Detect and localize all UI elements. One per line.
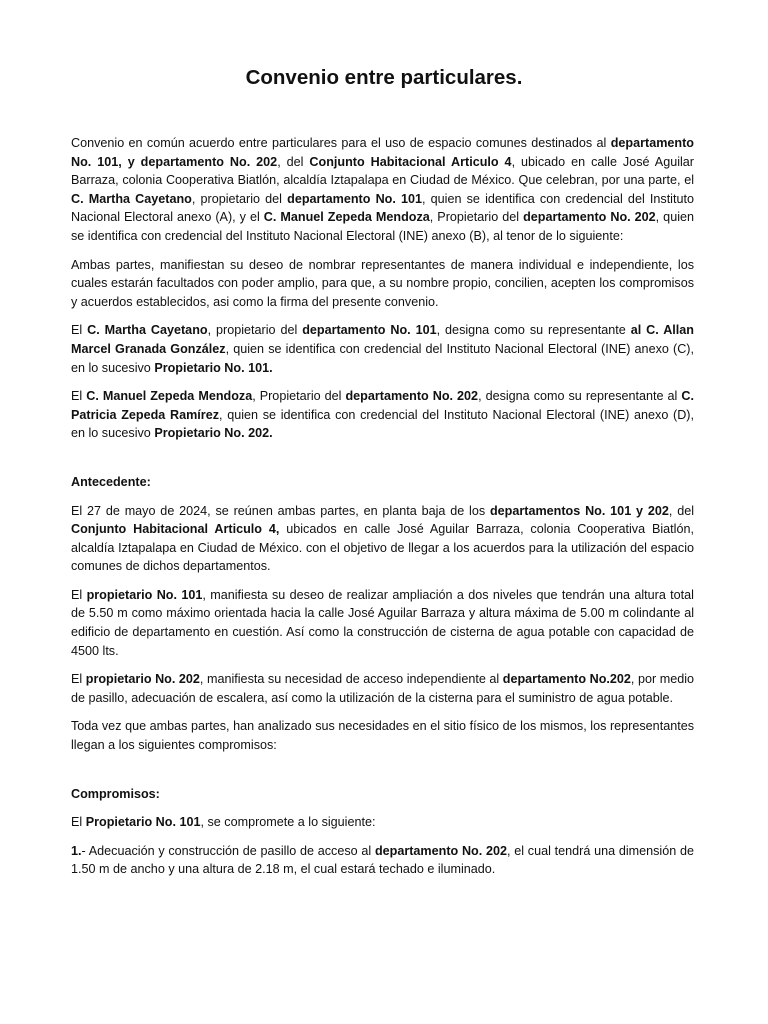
paragraph-owner-202 [71, 670, 694, 707]
paragraph-meeting [71, 502, 694, 576]
bold-text: departamento No. 202 [523, 210, 656, 225]
document-body [71, 134, 694, 889]
document-title: Convenio entre particulares. [245, 66, 523, 89]
bold-text: Conjunto Habitacional Articulo 4, [71, 522, 280, 537]
bold-text: departamento No.202 [502, 672, 631, 687]
bold-text: C. Martha Cayetano [71, 191, 192, 206]
text: , del [277, 154, 310, 169]
text: , del [668, 503, 695, 518]
text: El 27 de mayo de 2024, se reúnen ambas partes, en planta baja de los [71, 503, 490, 518]
text: , designa como su representante al [478, 389, 682, 404]
text: , quien se identifica con credencial del Instituto Nacional Electoral (INE) anexo (B), al tenor de lo siguiente: [71, 210, 694, 243]
bold-text: departamento No. 101 [287, 191, 423, 206]
bold-text: al C. Allan Marcel Granada González [71, 323, 695, 356]
text: , designa como su representante [436, 323, 631, 338]
bold-text: Propietario No. 101 [85, 815, 201, 830]
bold-text: departamento No. 101 [302, 323, 437, 338]
paragraph-representatives: Ambas partes, manifiestan su deseo de nombrar representantes de manera individual e independiente, los cuales estarán facultados con poder amplio, para que, a su nombre propio, concilien, acepten los compromisos y acuerdos establecidos, asi como la firma del presente convenio. [71, 257, 694, 309]
text: , por medio de pasillo, adecuación de escalera, así como la utilización de la cisterna para el suministro de agua potable. [71, 672, 695, 705]
bold-text: departamento No. 202 [374, 843, 507, 858]
bold-text: C. Manuel Zepeda Mendoza [86, 389, 253, 404]
bold-text: Propietario No. 101. [154, 360, 273, 375]
paragraph-representative-101 [71, 321, 694, 377]
bold-text: propietario No. 101 [86, 587, 203, 602]
text: , quien se identifica con credencial del Instituto Nacional Electoral (INE) anexo (D), en lo sucesivo [71, 407, 694, 441]
heading-compromisos: Compromisos: [71, 786, 160, 801]
bold-text: departamento No. 101, y departamento No. 202 [71, 136, 694, 169]
text: , manifiesta su necesidad de acceso independiente al [199, 672, 503, 687]
text: , manifiesta su deseo de realizar ampliación a dos niveles que tendrán una altura total de 5.50 m como máximo orientada hacia la calle José Aguilar Barraza y altura máxima de 5.00 m colindante al edificio de departamento en cuestión. Así como la construcción de cisterna de agua potable con capacidad de 4500 lts. [71, 587, 694, 658]
text: , Propietario del [429, 210, 524, 225]
bold-text: C. Patricia Zepeda Ramírez [71, 389, 694, 422]
bold-text: propietario No. 202 [85, 672, 200, 687]
text: , el cual tendrá una dimensión de 1.50 m de ancho y una altura de 2.18 m, el cual estará techado e iluminado. [71, 843, 694, 877]
text: , propietario del [191, 191, 288, 206]
paragraph-representative-202 [71, 387, 694, 443]
bold-text: departamento No. 202 [345, 389, 479, 404]
text: , se compromete a lo siguiente: [200, 815, 376, 830]
text: , propietario del [207, 323, 303, 338]
text: , Propietario del [252, 389, 346, 404]
text: El [71, 389, 87, 404]
bold-text: C. Manuel Zepeda Mendoza [263, 210, 430, 225]
list-item-commitment-1 [71, 842, 694, 879]
text: - Adecuación y construcción de pasillo de acceso al [81, 843, 375, 858]
item-number: 1. [71, 843, 82, 858]
paragraph-commitment-intro [71, 813, 694, 832]
paragraph-intro [71, 134, 694, 246]
bold-text: C. Martha Cayetano [87, 323, 208, 338]
text: , ubicado en calle José Aguilar Barraza, colonia Cooperativa Biatlón, alcaldía Iztapalapa en Ciudad de México. Que celebran, por una parte, el [71, 154, 694, 188]
text: , quien se identifica con credencial del Instituto Nacional Electoral anexo (A), y el [71, 191, 694, 225]
text: El [71, 672, 86, 687]
bold-text: departamentos No. 101 y 202 [489, 503, 669, 518]
paragraph-owner-101 [71, 586, 694, 660]
text: ubicados en calle José Aguilar Barraza, colonia Cooperativa Biatlón, alcaldía Iztapalapa en Ciudad de México. con el objetivo de llegar a los acuerdos para la utilización del espacio comunes de dichos departamentos. [71, 522, 694, 574]
text: El [71, 587, 87, 602]
bold-text: Propietario No. 202. [154, 426, 273, 441]
text: Convenio en común acuerdo entre particulares para el uso de espacio comunes destinados al [71, 136, 611, 150]
heading-antecedente: Antecedente: [71, 474, 151, 489]
text: , quien se identifica con credencial del Instituto Nacional Electoral (INE) anexo (C), en lo sucesivo [71, 341, 695, 375]
text: El [71, 815, 86, 830]
text: El [71, 323, 88, 338]
paragraph-analysis: Toda vez que ambas partes, han analizado sus necesidades en el sitio físico de los mismos, los representantes llegan a los siguientes compromisos: [71, 719, 694, 753]
bold-text: Conjunto Habitacional Articulo 4 [309, 154, 512, 169]
